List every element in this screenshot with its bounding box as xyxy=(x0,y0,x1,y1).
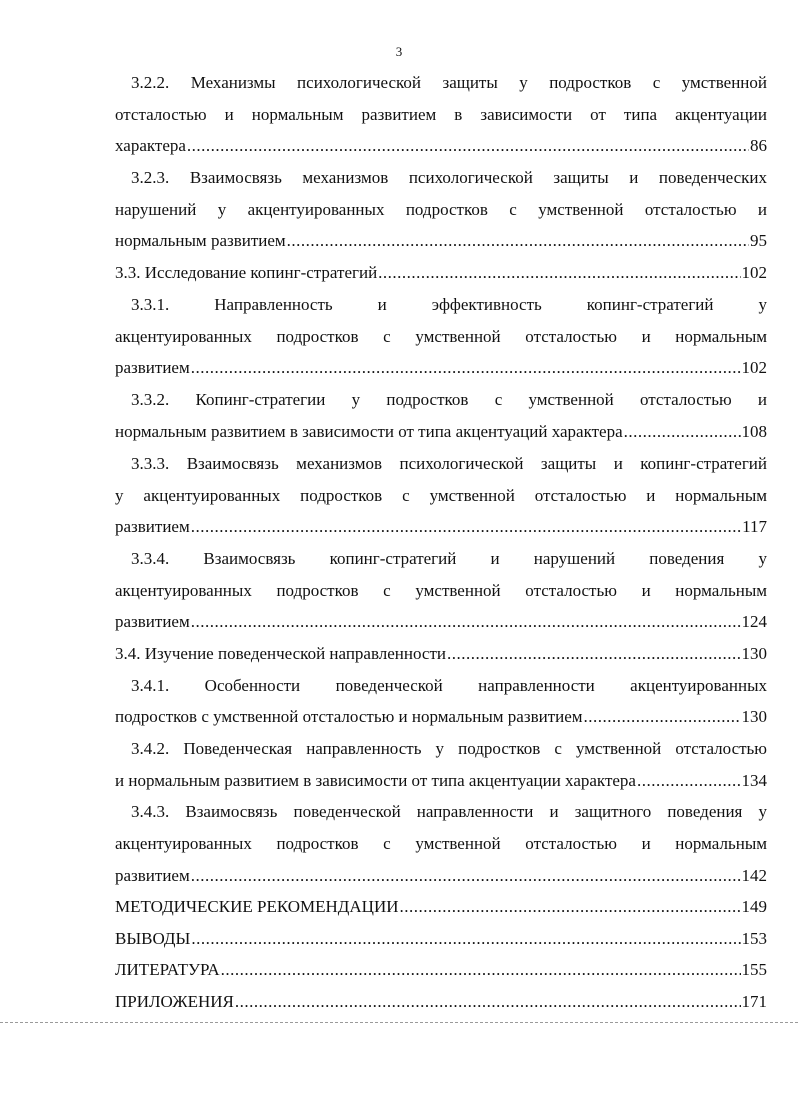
toc-page-number: 149 xyxy=(741,897,767,916)
toc-entry-literature xyxy=(115,955,767,985)
toc-page-number: 171 xyxy=(741,992,767,1011)
toc-entry-3-4-2-line-2 xyxy=(115,766,767,796)
toc-text: отсталостью и нормальным развитием в зависимости от типа акцентуации xyxy=(115,105,767,124)
toc-text: 3.3.2. Копинг-стратегии у подростков с умственной отсталостью и xyxy=(131,390,767,409)
toc-text: у акцентуированных подростков с умственной отсталостью и нормальным xyxy=(115,486,767,505)
toc-text: 3.3. Исследование копинг-стратегий xyxy=(115,263,378,282)
toc-entry-3-3-2-line-2 xyxy=(115,417,767,447)
toc-page-number: 142 xyxy=(741,866,767,885)
toc-text: 3.4. Изучение поведенческой направленности xyxy=(115,644,447,663)
toc-text: развитием xyxy=(115,517,190,536)
toc-entry-3-4-3-line-3 xyxy=(115,861,767,891)
toc-text: ЛИТЕРАТУРА xyxy=(115,960,220,979)
toc-entry-conclusions xyxy=(115,924,767,954)
toc-text: нормальным развитием в зависимости от типа акцентуаций характера xyxy=(115,422,623,441)
toc-text: ВЫВОДЫ xyxy=(115,929,191,948)
page-number: 3 xyxy=(395,44,403,59)
dot-leader xyxy=(191,924,740,954)
dot-leader xyxy=(191,861,741,891)
toc-text: 3.4.3. Взаимосвязь поведенческой направленности и защитного поведения у xyxy=(131,802,767,821)
toc-text: акцентуированных подростков с умственной отсталостью и нормальным xyxy=(115,327,767,346)
toc-entry-3-3-1-line-3 xyxy=(115,353,767,383)
toc-entry-3-3-2-line-1 xyxy=(131,385,767,415)
toc-text: 3.2.3. Взаимосвязь механизмов психологической защиты и поведенческих xyxy=(131,168,767,187)
toc-entry-3-2-2-line-3 xyxy=(115,131,767,161)
toc-text: развитием xyxy=(115,358,190,377)
toc-entry-3-3-3-line-1 xyxy=(131,449,767,479)
dot-leader xyxy=(191,512,741,542)
toc-text: характера xyxy=(115,136,186,155)
toc-text: акцентуированных подростков с умственной отсталостью и нормальным xyxy=(115,581,767,600)
toc-text: 3.2.2. Механизмы психологической защиты у подростков с умственной xyxy=(131,73,767,92)
toc-entry-3-3-3-line-3 xyxy=(115,512,767,542)
toc-page-number: 86 xyxy=(750,136,767,155)
toc-page-number: 153 xyxy=(741,929,767,948)
toc-entry-methodical-recommendations xyxy=(115,892,767,922)
toc-page-number: 134 xyxy=(741,771,767,790)
dot-leader xyxy=(637,766,741,796)
toc-page-number: 108 xyxy=(741,422,767,441)
toc-entry-3-2-2-line-2 xyxy=(115,100,767,130)
toc-entry-3-2-2-line-1 xyxy=(131,68,767,98)
toc-entry-3-3-4-line-2 xyxy=(115,576,767,606)
toc-entry-3-4-3-line-2 xyxy=(115,829,767,859)
dot-leader xyxy=(187,131,749,161)
toc-page-number: 102 xyxy=(741,358,767,377)
dot-leader xyxy=(584,702,741,732)
toc-text: и нормальным развитием в зависимости от типа акцентуации характера xyxy=(115,771,636,790)
dot-leader xyxy=(378,258,740,288)
toc-text: МЕТОДИЧЕСКИЕ РЕКОМЕНДАЦИИ xyxy=(115,897,399,916)
toc-text: нормальным развитием xyxy=(115,231,286,250)
toc-entry-3-3-3-line-2 xyxy=(115,481,767,511)
toc-page-number: 155 xyxy=(741,960,767,979)
toc-text: 3.4.2. Поведенческая направленность у подростков с умственной отсталостью xyxy=(131,739,767,758)
page-bottom-divider xyxy=(0,1022,798,1023)
toc-page-number: 117 xyxy=(742,517,767,536)
toc-page-number: 95 xyxy=(750,231,767,250)
dot-leader xyxy=(191,353,741,383)
toc-entry-3-3-1-line-2 xyxy=(115,322,767,352)
dot-leader xyxy=(400,892,741,922)
toc-page-number: 130 xyxy=(741,644,767,663)
toc-page-number: 124 xyxy=(741,612,767,631)
dot-leader xyxy=(447,639,740,669)
toc-text: 3.3.3. Взаимосвязь механизмов психологической защиты и копинг-стратегий xyxy=(131,454,767,473)
toc-entry-appendices xyxy=(115,987,767,1017)
toc-entry-3-3-1-line-1 xyxy=(131,290,767,320)
toc-page-number: 102 xyxy=(741,263,767,282)
toc-text: ПРИЛОЖЕНИЯ xyxy=(115,992,234,1011)
dot-leader xyxy=(221,955,741,985)
toc-entry-3-4-1-line-2 xyxy=(115,702,767,732)
toc-entry-3-2-3-line-3 xyxy=(115,226,767,256)
toc-entry-3-2-3-line-2 xyxy=(115,195,767,225)
toc-text: подростков с умственной отсталостью и нормальным развитием xyxy=(115,707,583,726)
toc-text: 3.4.1. Особенности поведенческой направленности акцентуированных xyxy=(131,676,767,695)
toc-entry-3-3-4-line-3 xyxy=(115,607,767,637)
toc-entry-3-3-4-line-1 xyxy=(131,544,767,574)
toc-entry-3-4 xyxy=(115,639,767,669)
toc-text: 3.3.4. Взаимосвязь копинг-стратегий и нарушений поведения у xyxy=(131,549,767,568)
toc-page-number: 130 xyxy=(741,707,767,726)
toc-text: развитием xyxy=(115,866,190,885)
toc-entry-3-4-3-line-1 xyxy=(131,797,767,827)
toc-text: 3.3.1. Направленность и эффективность копинг-стратегий у xyxy=(131,295,767,314)
dot-leader xyxy=(624,417,741,447)
toc-text: развитием xyxy=(115,612,190,631)
toc-entry-3-4-1-line-1 xyxy=(131,671,767,701)
toc-entry-3-4-2-line-1 xyxy=(131,734,767,764)
toc-entry-3-3 xyxy=(115,258,767,288)
toc-text: нарушений у акцентуированных подростков с умственной отсталостью и xyxy=(115,200,767,219)
dot-leader xyxy=(287,226,749,256)
toc-entry-3-2-3-line-1 xyxy=(131,163,767,193)
dot-leader xyxy=(235,987,741,1017)
dot-leader xyxy=(191,607,741,637)
toc-text: акцентуированных подростков с умственной отсталостью и нормальным xyxy=(115,834,767,853)
